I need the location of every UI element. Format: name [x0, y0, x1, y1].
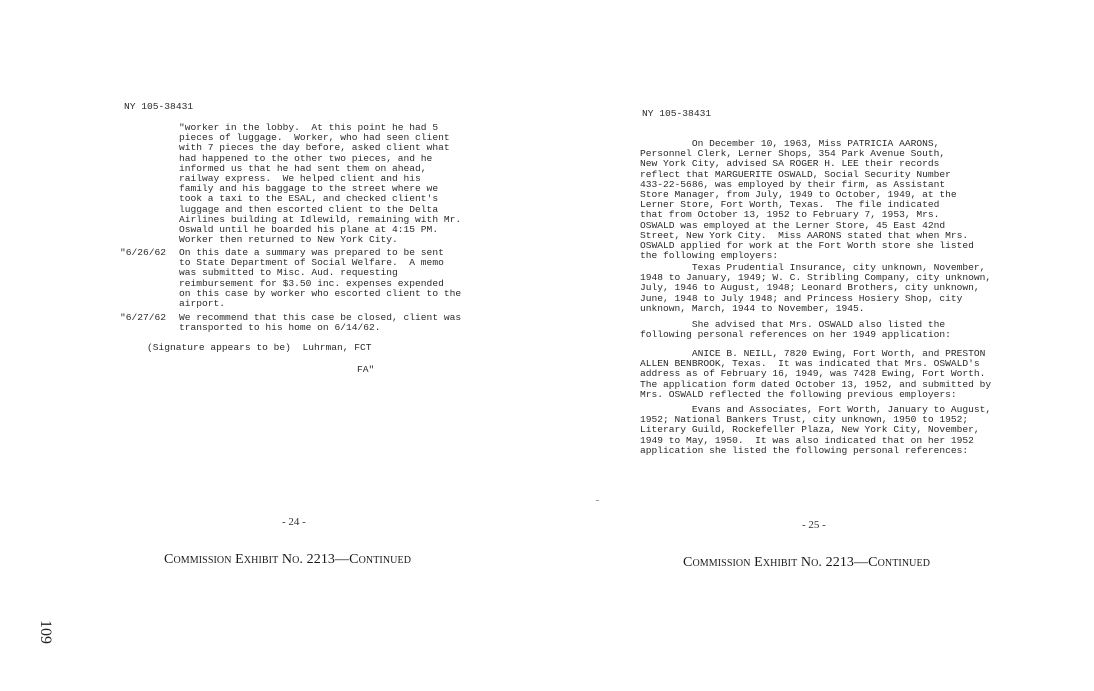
right-paragraph-3: She advised that Mrs. OSWALD also listed the following personal references on her 1949 application: — [640, 319, 951, 341]
right-exhibit-caption: Commission Exhibit No. 2213—Continued — [683, 555, 931, 570]
left-exhibit-caption: Commission Exhibit No. 2213—Continued — [164, 552, 412, 567]
right-file-number: NY 105-38431 — [642, 108, 712, 119]
initials: FA" — [357, 364, 375, 375]
right-paragraph-2: Texas Prudential Insurance, city unknown, November, 1948 to January, 1949; W. C. Stribling Company, city unknown, July, 1946 to August, 1948; Leonard Brothers, city unknown, June, 1948 to July 1948; and Princess Hosiery Shop, city unknown, March, 1944 to November, 1945. — [640, 262, 992, 314]
right-paragraph-5: Evans and Associates, Fort Worth, January to August, 1952; National Bankers Trust, city unknown, 1950 to 1952; Literary Guild, Rockefeller Plaza, New York City, November, 1949 to May, 1950. It was also indicated that on her 1952 application she listed the following personal references: — [640, 404, 992, 456]
entry-text: We recommend that this case be closed, client was transported to his home on 6/14/62. — [179, 312, 462, 334]
right-page-number: - 25 - — [802, 519, 826, 531]
right-paragraph-1: On December 10, 1963, Miss PATRICIA AARONS, Personnel Clerk, Lerner Shops, 354 Park Avenue South, New York City, advised SA ROGER H. LEE their records reflect that MARGUERITE OSWALD, Social Security Number 433-22-5686, was employed by their firm, as Assistant Store Manager, from July, 1949 to October, 1949, at the Lerner Store, Fort Worth, Texas. The file indicated that from October 13, 1952 to February 7, 1953, Mrs. OSWALD was employed at the Lerner Store, 45 East 42nd Street, New York City. Miss AARONS stated that when Mrs. OSWALD applied for work at the Fort Worth store she listed the following employers: — [640, 138, 974, 262]
signature-line: (Signature appears to be) Luhrman, FCT — [147, 342, 372, 353]
left-page-number: - 24 - — [282, 516, 306, 528]
left-file-number: NY 105-38431 — [124, 101, 194, 112]
left-continuation-paragraph: "worker in the lobby. At this point he had 5 pieces of luggage. Worker, who had seen client with 7 pieces the day before, asked client what had happened to the other two pieces, and he informed us that he had sent them on ahead, railway express. We helped client and his family and his baggage to the street where we took a taxi to the ESAL, and checked client's luggage and then escorted client to the Delta Airlines building at Idlewild, remaining with Mr. Oswald until he boarded his plane at 4:15 PM. Worker then returned to New York City. — [179, 122, 462, 246]
entry-text: On this date a summary was prepared to be sent to State Department of Social Welfare. A memo was submitted to Misc. Aud. requesting reimbursement for $3.50 inc. expenses expended on this case by worker who escorted client to the airport. — [179, 247, 462, 310]
right-paragraph-4: ANICE B. NEILL, 7820 Ewing, Fort Worth, and PRESTON ALLEN BENBROOK, Texas. It was indicated that Mrs. OSWALD's address as of February 16, 1949, was 7428 Ewing, Fort Worth. The application form dated October 13, 1952, and submitted by Mrs. OSWALD reflected the following previous employers: — [640, 348, 992, 400]
entry-date: "6/26/62 — [120, 247, 167, 258]
volume-page-number: 109 — [37, 620, 54, 644]
entry-date: "6/27/62 — [120, 312, 167, 323]
gutter-mark — [596, 500, 599, 501]
